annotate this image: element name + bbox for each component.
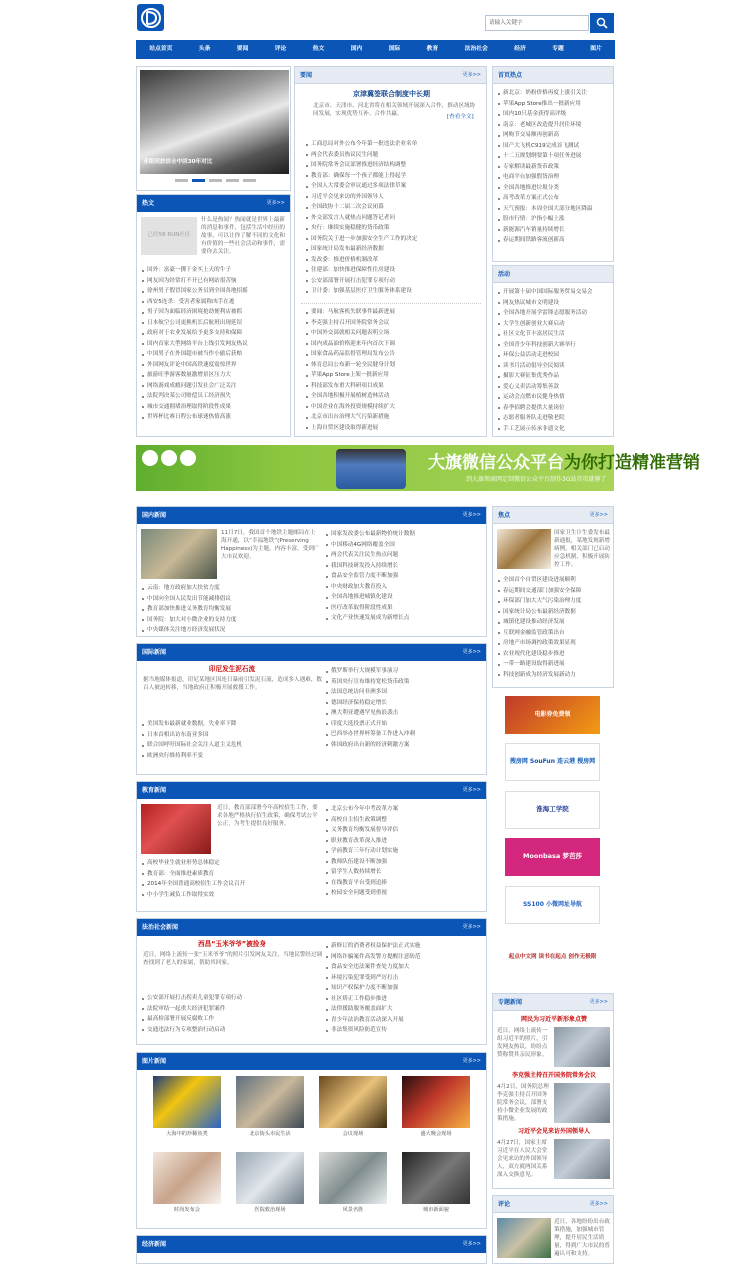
list-item[interactable]: 教师队伍建设不断加强: [323, 857, 485, 868]
ad-huaihai[interactable]: 淮海工学院: [505, 791, 600, 829]
pic-caption: 风景名胜: [342, 1207, 364, 1213]
list-item[interactable]: 中小学生减负工作取得实效: [139, 890, 319, 901]
list-item[interactable]: 网络游戏成瘾问题引发社会广泛关注: [139, 381, 289, 392]
pic-caption: 盛大晚会现场: [420, 1131, 452, 1137]
world-list-right: [323, 666, 485, 750]
domestic-list-left: [139, 583, 319, 636]
pic-item[interactable]: [402, 1076, 470, 1139]
list-item[interactable]: 国外：富豪一掷千金买上天的牛子: [139, 265, 289, 276]
list-item[interactable]: 印度大选投票正式开始: [323, 719, 485, 730]
list-item[interactable]: 食品安全违法案件查处力度加大: [323, 962, 485, 973]
topic-image[interactable]: [554, 1083, 610, 1123]
nav-item[interactable]: 专题: [552, 46, 564, 53]
search-icon: [596, 17, 608, 29]
section-header: 国内新闻 更多>>: [137, 507, 486, 524]
list-item[interactable]: 国家统计局发布最新经济数据: [303, 244, 483, 255]
list-item[interactable]: 李克强主持召开国务院常务会议: [303, 318, 483, 329]
list-item[interactable]: 体育总局公布新一轮全民健身计划: [303, 360, 483, 371]
list-item[interactable]: 教育部：全面推进素质教育: [139, 869, 319, 880]
list-item[interactable]: 科技创新成为经济发展新动力: [495, 670, 613, 681]
list-item[interactable]: 社区文化节丰富居民生活: [495, 329, 613, 340]
list-item[interactable]: 全国首个自贸区建设进展顺利: [495, 575, 613, 586]
list-item[interactable]: 留学生人数持续增长: [323, 867, 485, 878]
edu-list-right: [323, 804, 485, 899]
comment-image[interactable]: [497, 1218, 551, 1258]
list-item[interactable]: 非法集资风险防范宣传: [323, 1025, 485, 1036]
pic-item[interactable]: [236, 1076, 304, 1139]
pic-image: [153, 1076, 221, 1128]
nav-item[interactable]: 要闻: [236, 46, 249, 53]
list-item[interactable]: 知识产权保护力度不断加强: [323, 983, 485, 994]
more-link[interactable]: 更多>>: [462, 924, 481, 930]
cart-icon: [180, 450, 196, 466]
nav-item[interactable]: 教育: [426, 46, 439, 53]
list-item[interactable]: 巴西举办世界杯筹备工作进入冲刺: [323, 729, 485, 740]
list-item[interactable]: 最高检部署开展反腐败工作: [139, 1014, 319, 1025]
list-item[interactable]: 南京：老城区改造提升居住环境: [495, 120, 613, 131]
search-button[interactable]: [590, 13, 614, 33]
list-item[interactable]: 两会代表委员热议民生问题: [303, 150, 483, 161]
slider-dot[interactable]: [209, 179, 222, 182]
edu-image[interactable]: [141, 804, 211, 854]
list-item[interactable]: 春运期间交通部门加强安全保障: [495, 586, 613, 597]
world-headline[interactable]: 印尼发生泥石流: [208, 665, 256, 673]
world-summary: 据当地媒体报道，印尼某地区因连日暴雨引发泥石流，造成多人遇难，数百人被迫转移，当地政府正积极开展救援工作。: [143, 677, 323, 692]
world-box: [136, 643, 487, 775]
list-item[interactable]: 旅游旺季游客数量激增景区压力大: [139, 370, 289, 381]
list-item[interactable]: 新修订的消费者权益保护法正式实施: [323, 941, 485, 952]
pic-caption: 大海中的珍稀鱼类: [166, 1131, 208, 1137]
slider-box: [136, 66, 291, 191]
list-item[interactable]: 国务院：加大对小微企业的支持力度: [139, 615, 319, 626]
nav-item[interactable]: 评论: [274, 46, 287, 53]
list-item[interactable]: 公安部开展打击拐卖儿童犯罪专项行动: [139, 993, 319, 1004]
list-item[interactable]: 中国移动4G网络覆盖全国: [323, 540, 485, 551]
section-header: 经济新闻 更多>>: [137, 1236, 486, 1253]
more-link[interactable]: 更多>>: [462, 1241, 481, 1247]
list-item[interactable]: 发改委：推进价格机制改革: [303, 255, 483, 266]
topics-box: [492, 993, 614, 1189]
yaowen-summary: 北京市、天津市、河北省将在相关领域开展深入合作，推动区域协同发展，实现优势互补、合作共赢。: [313, 103, 476, 118]
list-item[interactable]: 开展第十届中国国际服务贸易交易会: [495, 287, 613, 298]
slider-dot[interactable]: [243, 179, 256, 182]
pic-item[interactable]: [153, 1152, 221, 1215]
list-item[interactable]: 法国总统访问非洲多国: [323, 687, 485, 698]
list-item[interactable]: 网友因为经常打不开已有网站很苦恼: [139, 276, 289, 287]
list-item[interactable]: 澳大利亚遭遇罕见热浪袭击: [323, 708, 485, 719]
list-item[interactable]: 云南：地方政府加大扶贫力度: [139, 583, 319, 594]
list-item[interactable]: 环境污染犯罪受到严厉打击: [323, 973, 485, 984]
list-item[interactable]: 英国央行宣布维持宽松货币政策: [323, 677, 485, 688]
list-item[interactable]: 电商平台加强假货治理: [495, 172, 613, 183]
pic-image: [319, 1152, 387, 1204]
edu-summary: 近日，教育部部署今年高校招生工作，要求各地严格执行招生政策，确保考试公平公正，为考生提供良好服务。: [217, 805, 318, 828]
more-link[interactable]: 更多>>: [462, 1058, 481, 1064]
pic-item[interactable]: [153, 1076, 221, 1139]
hotnews-summary: 什么是热闻？热闻就是世界上最新的消息和事件，包括生活中经历的故事，可以让你了解不同的文化和有价值的一些社会活动和事件，需要你去关注。: [201, 217, 285, 256]
jiaodian-list: [495, 575, 613, 680]
more-link[interactable]: 更多>>: [266, 200, 285, 206]
list-item[interactable]: 春季招聘会提供大量岗位: [495, 403, 613, 414]
section-header: 热文 更多>>: [137, 195, 290, 212]
list-item[interactable]: 法院审结一起重大经济犯罪案件: [139, 1004, 319, 1015]
list-item[interactable]: 法律援助服务覆盖面扩大: [323, 1004, 485, 1015]
site-logo[interactable]: [137, 4, 164, 31]
nav-item[interactable]: 国际: [388, 46, 401, 53]
list-item[interactable]: 全国各地积极开展植树造林活动: [303, 391, 483, 402]
list-item[interactable]: 习近平会见来访的外国领导人: [303, 192, 483, 203]
list-item[interactable]: 手工艺展示传承非遗文化: [495, 424, 613, 435]
list-item[interactable]: 十二五规划纲要第十项任务进展: [495, 151, 613, 162]
topic-headline[interactable]: 李克强主持召开国务院常务会议: [511, 1072, 596, 1079]
list-item[interactable]: 法院判决某公司赔偿员工经济损失: [139, 391, 289, 402]
list-item[interactable]: 日本航空公司更换机长后航班出现延误: [139, 318, 289, 329]
pic-image: [236, 1076, 304, 1128]
list-item[interactable]: 新北京：奶粉价格再度上涨引关注: [495, 88, 613, 99]
list-item[interactable]: 中央财政加大教育投入: [323, 582, 485, 593]
section-header: 首页热点: [493, 67, 613, 84]
section-header: 活动: [493, 266, 613, 283]
slider-dot[interactable]: [226, 179, 239, 182]
list-item[interactable]: 全国青少年科技创新大赛举行: [495, 340, 613, 351]
hotnews-image[interactable]: 已经58 RUN社区: [141, 217, 197, 255]
hotspot-box: [492, 66, 614, 262]
banner-icons: [142, 450, 202, 486]
list-item[interactable]: 爱心义卖活动筹集善款: [495, 382, 613, 393]
list-item[interactable]: 高校自主招生政策调整: [323, 815, 485, 826]
pics-box: [136, 1052, 487, 1229]
edu-list-left: [139, 858, 319, 900]
list-item[interactable]: 食品安全监管力度不断加强: [323, 571, 485, 582]
yaowen-list-a: [303, 139, 483, 297]
logo-icon: [140, 7, 162, 29]
pic-caption: 城市新面貌: [423, 1207, 449, 1213]
law-headline[interactable]: 西昌“玉米爷爷”被捡身: [197, 940, 266, 948]
main-nav: [136, 40, 615, 59]
list-item[interactable]: 在线教育平台受到追捧: [323, 878, 485, 889]
list-item[interactable]: 央行：继续实施稳健的货币政策: [303, 223, 483, 234]
slider-caption[interactable]: 亚组同放信全中回30年对比: [143, 159, 213, 165]
jiaodian-image[interactable]: [497, 529, 551, 569]
list-item[interactable]: 读书月活动倡导全民阅读: [495, 361, 613, 372]
list-item[interactable]: 国家统计局公布最新经济数据: [495, 607, 613, 618]
pic-image: [236, 1152, 304, 1204]
comment-box: [492, 1195, 614, 1264]
list-item[interactable]: 义务教育均衡发展督导评估: [323, 825, 485, 836]
pic-item[interactable]: [236, 1152, 304, 1215]
list-item[interactable]: 全国政协十二届二次会议闭幕: [303, 202, 483, 213]
more-link[interactable]: 更多>>: [462, 787, 481, 793]
list-item[interactable]: 青少年法治教育活动深入开展: [323, 1015, 485, 1026]
list-item[interactable]: 要闻：马航客机失联事件最新进展: [303, 307, 483, 318]
list-item[interactable]: 教育部：确保每一个孩子都能上得起学: [303, 171, 483, 182]
search-input[interactable]: 请输入关键字: [485, 15, 589, 31]
list-item[interactable]: 国家食品药品监督管理局发布公告: [303, 349, 483, 360]
list-item[interactable]: 外交部发言人就热点问题答记者问: [303, 213, 483, 224]
list-item[interactable]: 科技部发布重大科研项目成果: [303, 381, 483, 392]
comment-summary: 近日，各地纷纷出台政策措施，加强城市管理，提升居民生活质量，得到广大市民的普遍认可和支持。: [554, 1219, 610, 1258]
pic-image: [153, 1152, 221, 1204]
list-item[interactable]: 上海自贸区建设取得新进展: [303, 423, 483, 434]
list-item[interactable]: 环保公益活动走进校园: [495, 350, 613, 361]
more-link[interactable]: 更多>>: [462, 512, 481, 518]
list-item[interactable]: 外国网友评论中国高铁速度震惊世界: [139, 360, 289, 371]
nav-item[interactable]: 头条: [198, 46, 211, 53]
list-item[interactable]: 大学生创新创业大赛启动: [495, 319, 613, 330]
section-header: 评论 更多>>: [493, 1196, 613, 1213]
banner-subtitle: 到大旗领商网定制微信公众平台制作3G站首页就够了: [466, 476, 607, 483]
nav-item[interactable]: 经济: [514, 46, 526, 53]
list-item[interactable]: 摄影大赛征集优秀作品: [495, 371, 613, 382]
domestic-list-right: [323, 529, 485, 624]
list-item[interactable]: 政府对于农业发展给予更多支持和保障: [139, 328, 289, 339]
topic-image[interactable]: [554, 1139, 610, 1179]
list-item[interactable]: 职业教育改革深入推进: [323, 836, 485, 847]
list-item[interactable]: 工商总局对外公布今年第一批违法企业名单: [303, 139, 483, 150]
list-item[interactable]: 文化产业快速发展成为新增长点: [323, 613, 485, 624]
list-item[interactable]: 社区矫正工作稳步推进: [323, 994, 485, 1005]
list-item[interactable]: 互联网金融监管政策出台: [495, 628, 613, 639]
list-item[interactable]: 韩国政府出台新的经济刺激方案: [323, 740, 485, 751]
section-header: 专题新闻 更多>>: [493, 994, 613, 1011]
list-item[interactable]: 2014年全国普通高校招生工作会议召开: [139, 879, 319, 890]
section-header: 图片新闻 更多>>: [137, 1053, 486, 1070]
nav-item[interactable]: 法治社会: [464, 46, 488, 53]
section-header: 焦点 更多>>: [493, 507, 613, 524]
list-item[interactable]: 城镇化建设推动经济发展: [495, 617, 613, 628]
economy-box: [136, 1235, 487, 1264]
yaowen-list-b: [303, 307, 483, 433]
domestic-box: [136, 506, 487, 637]
list-item[interactable]: 城市交通拥堵治理取得阶段性成果: [139, 402, 289, 413]
list-item[interactable]: 北京公布今年中考改革方案: [323, 804, 485, 815]
list-item[interactable]: 住建部：加快推进保障性住房建设: [303, 265, 483, 276]
list-item[interactable]: 网友热议城市文明建设: [495, 298, 613, 309]
list-item[interactable]: 春运期间铁路客流创新高: [495, 235, 613, 246]
activity-list: [495, 287, 613, 434]
list-item[interactable]: 联合国呼吁国际社会关注人道主义危机: [139, 740, 319, 751]
list-item[interactable]: 一带一路建设取得新进展: [495, 659, 613, 670]
ad-moonbasa[interactable]: Moonbasa 梦芭莎: [505, 838, 600, 876]
ad-ss100[interactable]: SS100 小微网址导航: [505, 886, 600, 924]
list-item[interactable]: 我国科技研发投入持续增长: [323, 561, 485, 572]
list-item[interactable]: 股市行情：沪指小幅上涨: [495, 214, 613, 225]
ad-movie-ticket[interactable]: 电影券免费领: [505, 696, 600, 734]
home-icon: [161, 450, 177, 466]
list-item[interactable]: 天气预报：本周全国大部分地区降温: [495, 204, 613, 215]
topic-summary: 4月27日，国家主席习近平在人民大会堂会见来访的外国领导人，双方就两国关系深入交换意见。: [497, 1140, 548, 1179]
law-list-right: [323, 941, 485, 1036]
list-item[interactable]: 高考改革方案正式公布: [495, 193, 613, 204]
list-item[interactable]: 国内首家大型网络平台上线引发网友热议: [139, 339, 289, 350]
list-item[interactable]: 高校毕业生就业形势总体稳定: [139, 858, 319, 869]
list-item[interactable]: 学前教育三年行动计划实施: [323, 846, 485, 857]
topic-headline[interactable]: 习近平会见来访外国领导人: [517, 1128, 590, 1135]
more-link[interactable]: 更多>>: [589, 1201, 608, 1207]
edu-box: [136, 781, 487, 912]
list-item[interactable]: 志愿者服务队走进敬老院: [495, 413, 613, 424]
topic-summary: 4月2日，国务院总理李克强主持召开国务院常务会议，部署支持小微企业发展的政策措施。: [497, 1084, 549, 1123]
nav-item[interactable]: 图片: [590, 46, 602, 53]
ad-soufun[interactable]: 搜房网 SouFun 连云港 搜房网: [505, 743, 600, 781]
list-item[interactable]: 男子因为面临经济困境抢劫便利店被抓: [139, 307, 289, 318]
list-item[interactable]: 国产大飞机C919完成首飞测试: [495, 141, 613, 152]
list-item[interactable]: 国内10只基金获得高评级: [495, 109, 613, 120]
nav-item[interactable]: 热文: [312, 46, 325, 53]
list-item[interactable]: 交通违法行为专项整治行动启动: [139, 1025, 319, 1036]
list-item[interactable]: 网络诈骗案件高发警方提醒注意防范: [323, 952, 485, 963]
list-item[interactable]: 欧洲央行维持利率不变: [139, 751, 319, 762]
pic-caption: 时尚发布会: [174, 1207, 200, 1213]
list-item[interactable]: 全国人大常委会审议通过多项法律草案: [303, 181, 483, 192]
nav-item[interactable]: 站点首页: [149, 46, 173, 53]
slider-dots: [175, 179, 256, 182]
list-item[interactable]: 中国外交部就相关问题表明立场: [303, 328, 483, 339]
law-box: [136, 918, 487, 1045]
slider-dot[interactable]: [175, 179, 188, 182]
slider-dot-active[interactable]: [192, 179, 205, 182]
more-link[interactable]: 更多>>: [589, 999, 608, 1005]
pic-image: [402, 1152, 470, 1204]
list-item[interactable]: 日本首相出访东南亚多国: [139, 730, 319, 741]
list-item[interactable]: 农业现代化建设稳步推进: [495, 649, 613, 660]
list-item[interactable]: 国务院常务会议部署推进经济结构调整: [303, 160, 483, 171]
list-item[interactable]: 网购节交易额再创新高: [495, 130, 613, 141]
list-item[interactable]: 医疗改革取得阶段性成果: [323, 603, 485, 614]
section-header: 法治社会新闻 更多>>: [137, 919, 486, 936]
list-item[interactable]: 德国经济保持稳定增长: [323, 698, 485, 709]
hotnews-list: [139, 265, 289, 423]
divider: [301, 303, 481, 304]
law-list-left: [139, 993, 319, 1035]
list-item[interactable]: 专家解读最新货币政策: [495, 162, 613, 173]
list-item[interactable]: 中国向全国人民发出节能减排倡议: [139, 594, 319, 605]
pic-item[interactable]: [319, 1076, 387, 1139]
list-item[interactable]: 中国男子在外国超市被当作小偷后获赔: [139, 349, 289, 360]
hotspot-list: [495, 88, 613, 246]
phone-image: [336, 449, 406, 489]
pic-caption: 会议现场: [342, 1131, 364, 1137]
yaowen-headline[interactable]: 京津冀签联合制度中长期: [353, 90, 430, 98]
pic-image: [402, 1076, 470, 1128]
list-item[interactable]: 世界杯比赛日程公布球迷热情高涨: [139, 412, 289, 423]
topic-image[interactable]: [554, 1027, 610, 1067]
section-header: 要闻 更多>>: [295, 67, 486, 84]
list-item[interactable]: 房地产市场调控政策效果显现: [495, 638, 613, 649]
list-item[interactable]: 卫计委：加强基层医疗卫生服务体系建设: [303, 286, 483, 297]
list-item[interactable]: 校园安全问题受到重视: [323, 888, 485, 899]
list-item[interactable]: 中央媒体关注地方经济发展状况: [139, 625, 319, 636]
jiaodian-box: [492, 506, 614, 688]
list-item[interactable]: 新能源汽车销量持续增长: [495, 225, 613, 236]
pic-caption: 医院救治现场: [254, 1207, 286, 1213]
topic-summary: 近日，网络上流传一组习近平的照片，引发网友热议，纷纷点赞称赞其亲民形象。: [497, 1028, 548, 1059]
list-item[interactable]: 北京市出台治理大气污染新措施: [303, 412, 483, 423]
yaowen-box: [294, 66, 487, 437]
nav-item[interactable]: 国内: [350, 46, 363, 53]
banner-title: 大旗微信公众平台为你打造精准营销: [428, 453, 700, 473]
read-more-link[interactable]: [查看全文]: [447, 114, 474, 120]
list-item[interactable]: 徐州男子假冒国家公务员到全国各地招摇: [139, 286, 289, 297]
pic-caption: 北京街头市民生活: [249, 1131, 291, 1137]
list-item[interactable]: 全国各地推进垃圾分类: [495, 183, 613, 194]
domestic-image[interactable]: [141, 529, 217, 579]
list-item[interactable]: 公安部部署开展打击犯罪专项行动: [303, 276, 483, 287]
world-list-left: [139, 719, 319, 761]
list-item[interactable]: 教育部加快推进义务教育均衡发展: [139, 604, 319, 615]
section-header: 教育新闻 更多>>: [137, 782, 486, 799]
domestic-summary: 11月7日，我国首个地铁主题邮局在上海开通，以“幸福地铁”(Preserving Happiness)为主题，内容丰富，受到广大市民欢迎。: [221, 530, 320, 561]
jiaodian-summary: 国家卫生计生委发布最新通报，某地发现新增病例，相关部门已启动应急机制，积极开展防控工作。: [554, 530, 610, 569]
list-item[interactable]: 全国各地推进城镇化建设: [323, 592, 485, 603]
pic-item[interactable]: [319, 1152, 387, 1215]
list-item[interactable]: 国内成品油价格迎来年内首次下调: [303, 339, 483, 350]
ads-box: [492, 693, 614, 985]
list-item[interactable]: 环保部门加大大气污染治理力度: [495, 596, 613, 607]
more-link[interactable]: 更多>>: [462, 72, 481, 78]
list-item[interactable]: 美国发布最新就业数据，失业率下降: [139, 719, 319, 730]
list-item[interactable]: 国家发改委公布最新物价统计数据: [323, 529, 485, 540]
hotnews-box: [136, 194, 291, 437]
list-item[interactable]: 国务院关于进一步加强安全生产工作的决定: [303, 234, 483, 245]
more-link[interactable]: 更多>>: [589, 512, 608, 518]
list-item[interactable]: 苹果App Store推出一批新应用: [495, 99, 613, 110]
law-summary: 近日，网络上流传一张“玉米爷爷”的照片引发网友关注，当地民警经过调查找到了老人的家属，帮助其回家。: [143, 952, 323, 967]
activity-box: [492, 265, 614, 437]
list-item[interactable]: 两会代表关注民生热点问题: [323, 550, 485, 561]
list-item[interactable]: 全国各地开展学雷锋志愿服务活动: [495, 308, 613, 319]
list-item[interactable]: 中国企业在海外投资规模持续扩大: [303, 402, 483, 413]
more-link[interactable]: 更多>>: [462, 649, 481, 655]
ad-qidian[interactable]: 起点中文网 读书在起点 创作无极限: [505, 933, 600, 981]
section-header: 国际新闻 更多>>: [137, 644, 486, 661]
list-item[interactable]: 西安5连杀：受害者家属称凶手在逃: [139, 297, 289, 308]
topic-headline[interactable]: 网民为习近平新形象点赞: [520, 1016, 587, 1023]
banner-ad[interactable]: [136, 445, 700, 491]
list-item[interactable]: 运动会点燃市民健身热情: [495, 392, 613, 403]
list-item[interactable]: 苹果App Store上架一批新应用: [303, 370, 483, 381]
pic-image: [319, 1076, 387, 1128]
list-item[interactable]: 俄罗斯举行大规模军事演习: [323, 666, 485, 677]
pic-item[interactable]: [402, 1152, 470, 1215]
bike-icon: [142, 450, 158, 466]
